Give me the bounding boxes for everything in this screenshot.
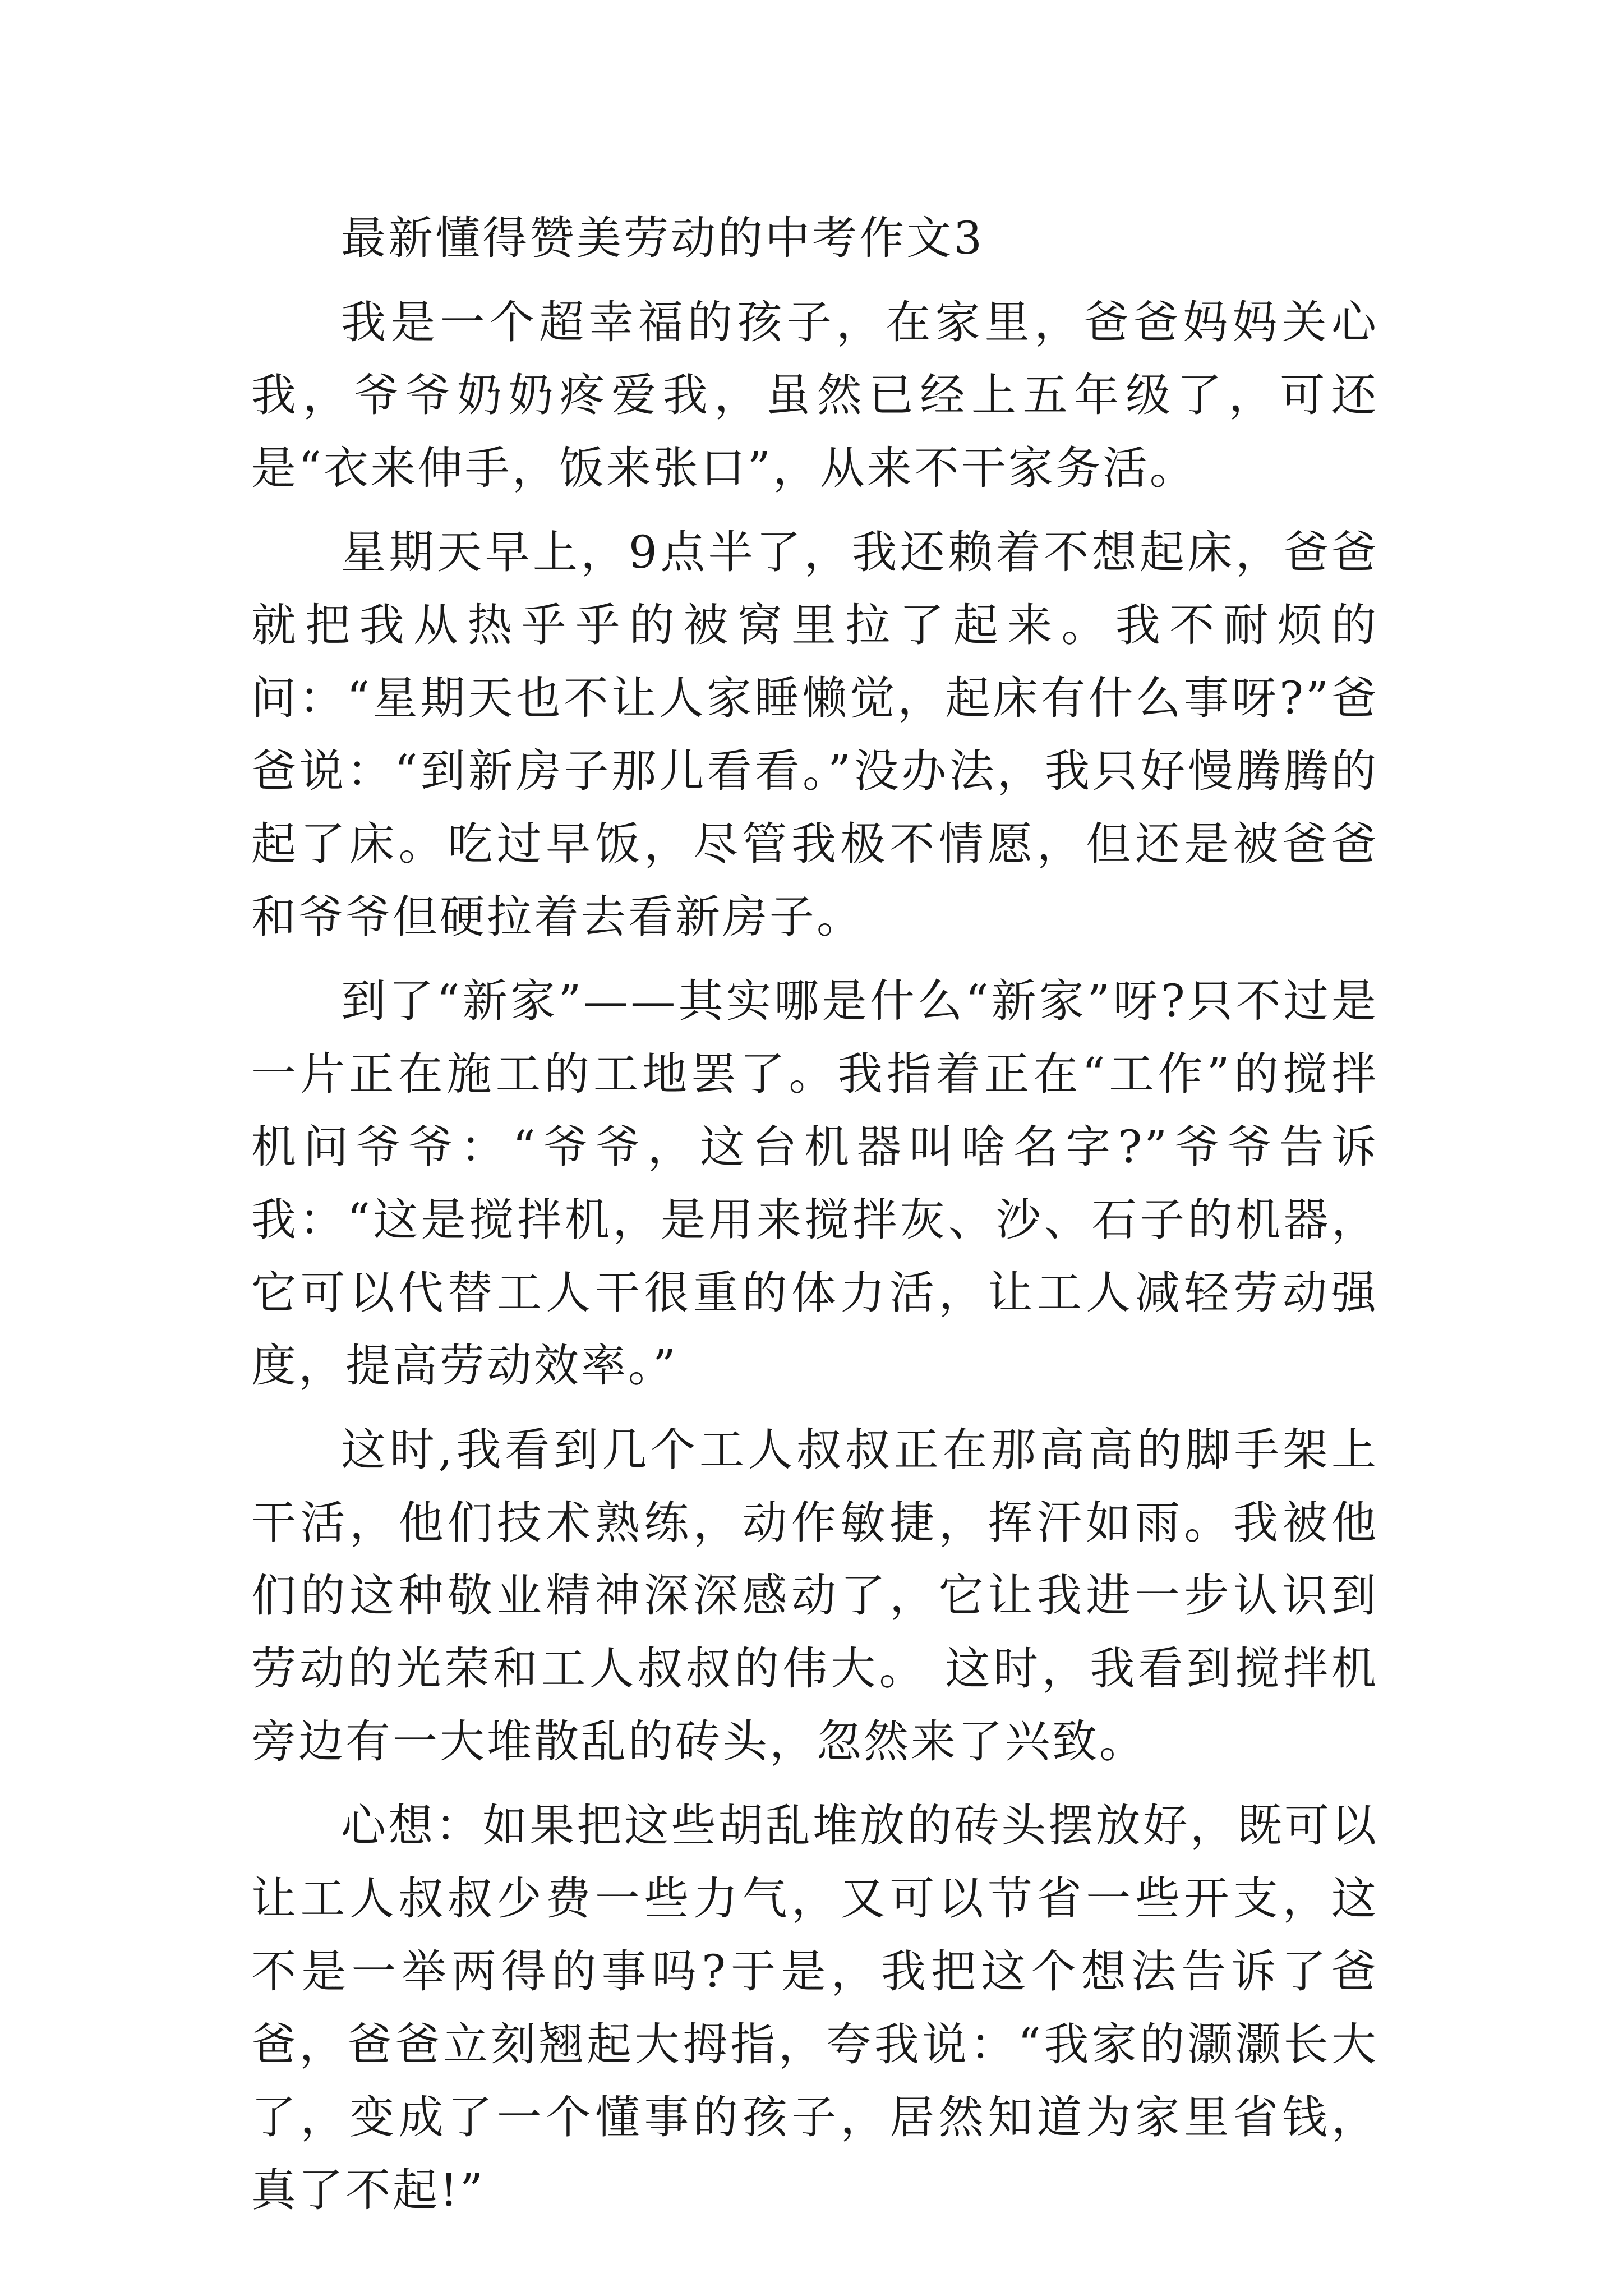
paragraph-3: 到了“新家”——其实哪是什么“新家”呀?只不过是一片正在施工的工地罢了。我指着正在“工作”的搅拌机问爷爷：“爷爷，这台机器叫啥名字?”爷爷告诉我：“这是搅拌机，是用来搅拌灰、沙、石子的机器，它可以代替工人干很重的体力活，让工人减轻劳动强度，提高劳动效率。” xyxy=(251,975,1378,1392)
paragraph-4: 这时,我看到几个工人叔叔正在那高高的脚手架上干活，他们技术熟练，动作敏捷，挥汗如雨。我被他们的这种敬业精神深深感动了，它让我进一步认识到劳动的光荣和工人叔叔的伟大。 这时，我看到搅拌机旁边有一大堆散乱的砖头，忽然来了兴致。 xyxy=(251,1424,1378,1768)
document-title: 最新懂得赞美劳动的中考作文3 xyxy=(341,212,984,264)
document-body xyxy=(251,202,1378,2238)
paragraph-1: 我是一个超幸福的孩子，在家里，爸爸妈妈关心我，爷爷奶奶疼爱我，虽然已经上五年级了，可还是“衣来伸手，饭来张口”，从来不干家务活。 xyxy=(251,296,1378,494)
paragraph-2: 星期天早上，9点半了，我还赖着不想起床，爸爸就把我从热乎乎的被窝里拉了起来。我不耐烦的问：“星期天也不让人家睡懒觉，起床有什么事呀?”爸爸说：“到新房子那儿看看。”没办法，我只好慢腾腾的起了床。吃过早饭，尽管我极不情愿，但还是被爸爸和爷爷但硬拉着去看新房子。 xyxy=(251,526,1378,943)
paragraph-5: 心想：如果把这些胡乱堆放的砖头摆放好，既可以让工人叔叔少费一些力气，又可以节省一些开支，这不是一举两得的事吗?于是，我把这个想法告诉了爸爸，爸爸立刻翘起大拇指，夸我说：“我家的灏灏长大了，变成了一个懂事的孩子，居然知道为家里省钱，真了不起!” xyxy=(251,1800,1378,2216)
